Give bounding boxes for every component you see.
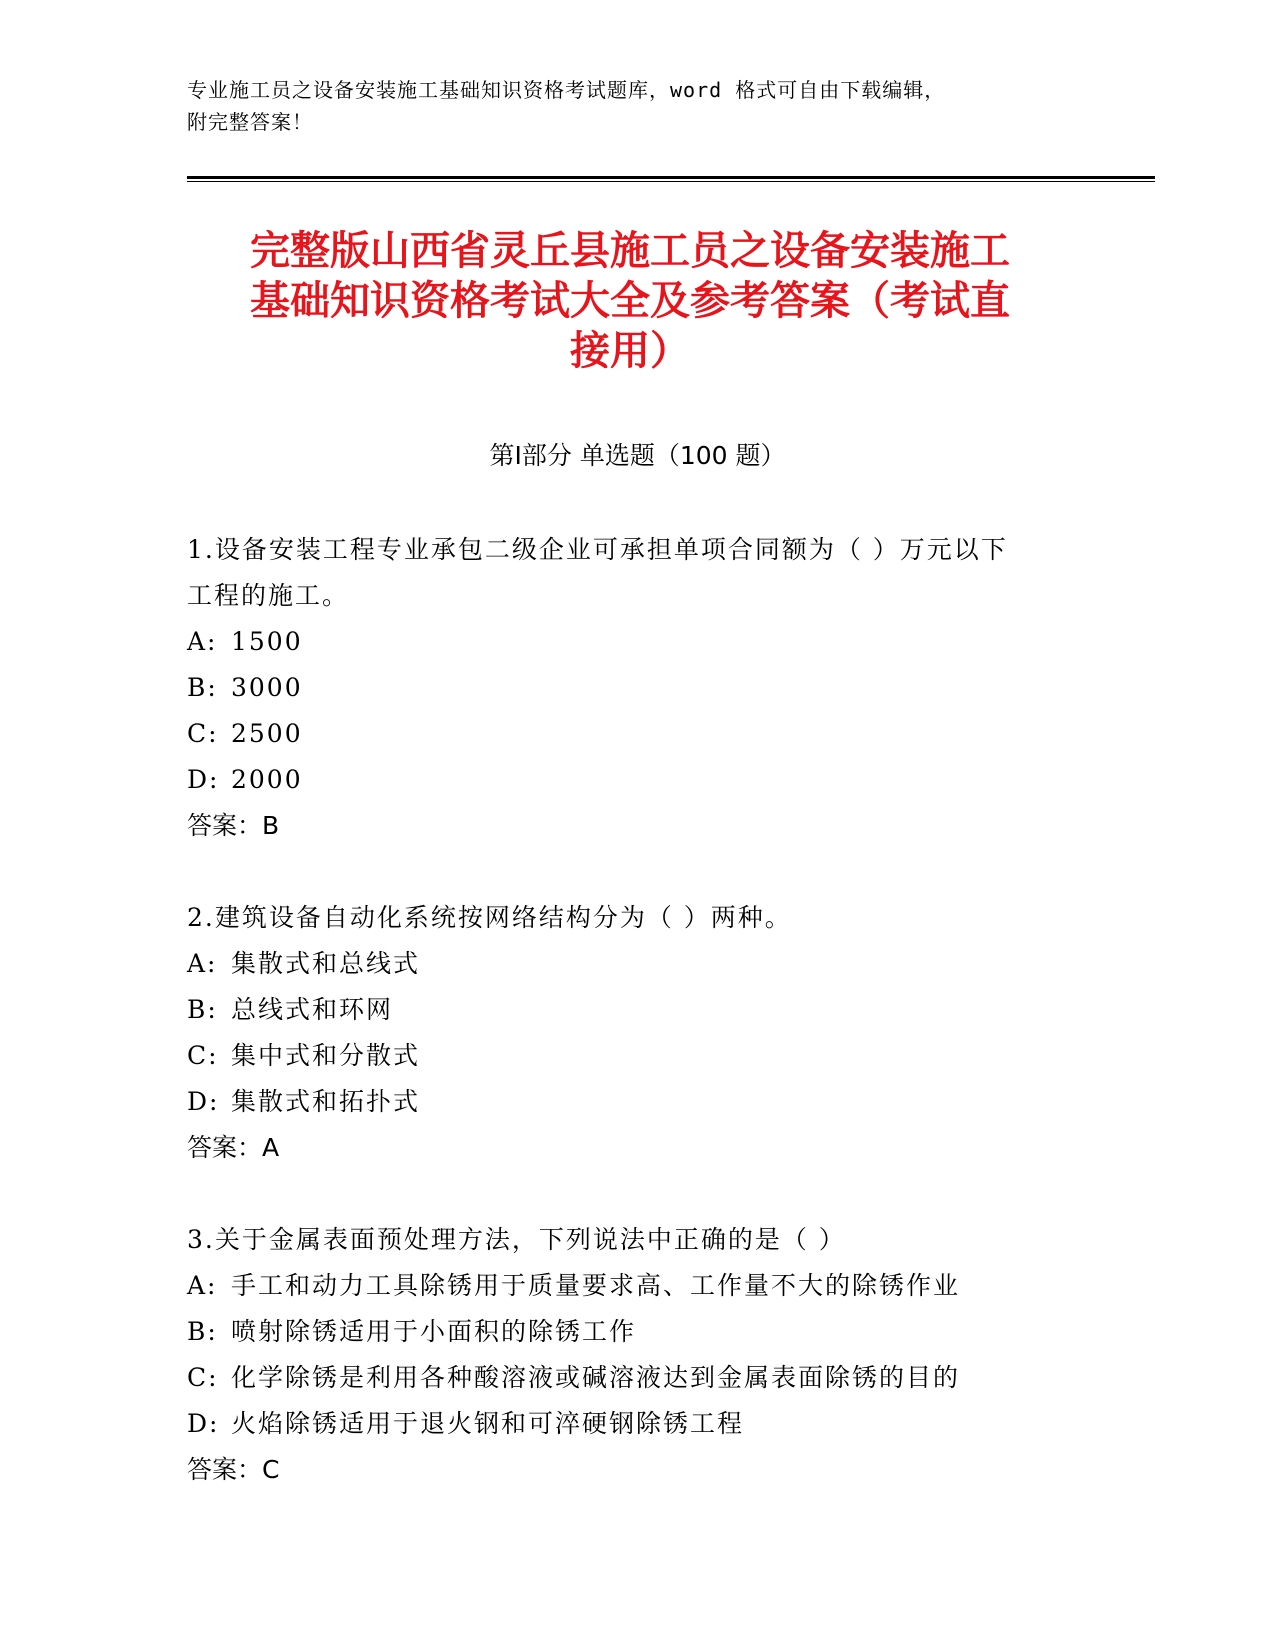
option-text: 总线式和环网 xyxy=(231,995,394,1024)
option-c xyxy=(187,1033,1087,1079)
option-key: C: xyxy=(187,719,219,748)
option-key: B: xyxy=(187,673,218,702)
option-text: 集散式和拓扑式 xyxy=(231,1087,421,1116)
document-title-line-2: 基础知识资格考试大全及参考答案（考试直 xyxy=(250,278,1010,324)
question-2 xyxy=(187,895,1087,1171)
option-text: 2000 xyxy=(231,765,303,794)
option-text: 2500 xyxy=(231,719,303,748)
header-note xyxy=(187,74,1067,138)
option-key: B: xyxy=(187,995,218,1024)
option-a xyxy=(187,619,1087,665)
question-stem-line-1: 1.设备安装工程专业承包二级企业可承担单项合同额为（ ）万元以下 xyxy=(187,535,1008,564)
option-key: A: xyxy=(187,627,218,656)
question-stem-line-1: 3.关于金属表面预处理方法，下列说法中正确的是（ ） xyxy=(187,1225,846,1254)
header-divider-thin xyxy=(187,181,1155,182)
header-note-line-1: 专业施工员之设备安装施工基础知识资格考试题库，word 格式可自由下载编辑， xyxy=(187,78,946,102)
question-stem xyxy=(187,1217,1087,1263)
question-1 xyxy=(187,527,1087,849)
option-text: 1500 xyxy=(231,627,303,656)
option-text: 集散式和总线式 xyxy=(231,949,421,978)
option-d xyxy=(187,757,1087,803)
option-b xyxy=(187,987,1087,1033)
option-a xyxy=(187,941,1087,987)
option-key: D: xyxy=(187,1409,220,1438)
option-text: 手工和动力工具除锈用于质量要求高、工作量不大的除锈作业 xyxy=(231,1271,961,1300)
option-c xyxy=(187,1355,1087,1401)
option-text: 集中式和分散式 xyxy=(231,1041,421,1070)
option-key: B: xyxy=(187,1317,218,1346)
option-key: D: xyxy=(187,1087,220,1116)
option-key: A: xyxy=(187,1271,218,1300)
question-list xyxy=(187,527,1087,1539)
option-key: A: xyxy=(187,949,218,978)
answer-line: 答案：B xyxy=(187,811,280,840)
question-stem xyxy=(187,895,1087,941)
option-c xyxy=(187,711,1087,757)
option-key: C: xyxy=(187,1363,219,1392)
header-note-line-2: 附完整答案！ xyxy=(187,110,313,134)
option-text: 化学除锈是利用各种酸溶液或碱溶液达到金属表面除锈的目的 xyxy=(231,1363,961,1392)
option-text: 3000 xyxy=(231,673,303,702)
question-stem-line-2: 工程的施工。 xyxy=(187,581,350,610)
option-key: D: xyxy=(187,765,220,794)
option-d xyxy=(187,1401,1087,1447)
option-b xyxy=(187,665,1087,711)
answer-line: 答案：A xyxy=(187,1133,280,1162)
header-divider-thick xyxy=(187,176,1155,179)
option-b xyxy=(187,1309,1087,1355)
question-stem xyxy=(187,527,1087,619)
option-text: 火焰除锈适用于退火钢和可淬硬钢除锈工程 xyxy=(231,1409,745,1438)
question-stem-line-1: 2.建筑设备自动化系统按网络结构分为（ ）两种。 xyxy=(187,903,792,932)
section-heading: 第Ⅰ部分 单选题（100 题） xyxy=(489,441,786,470)
document-title-line-1: 完整版山西省灵丘县施工员之设备安装施工 xyxy=(250,228,1010,274)
option-d xyxy=(187,1079,1087,1125)
option-a xyxy=(187,1263,1087,1309)
option-text: 喷射除锈适用于小面积的除锈工作 xyxy=(231,1317,637,1346)
question-3 xyxy=(187,1217,1087,1493)
option-key: C: xyxy=(187,1041,219,1070)
answer-line: 答案：C xyxy=(187,1455,280,1484)
document-title-line-3: 接用） xyxy=(570,328,690,374)
document-title xyxy=(160,226,1100,376)
